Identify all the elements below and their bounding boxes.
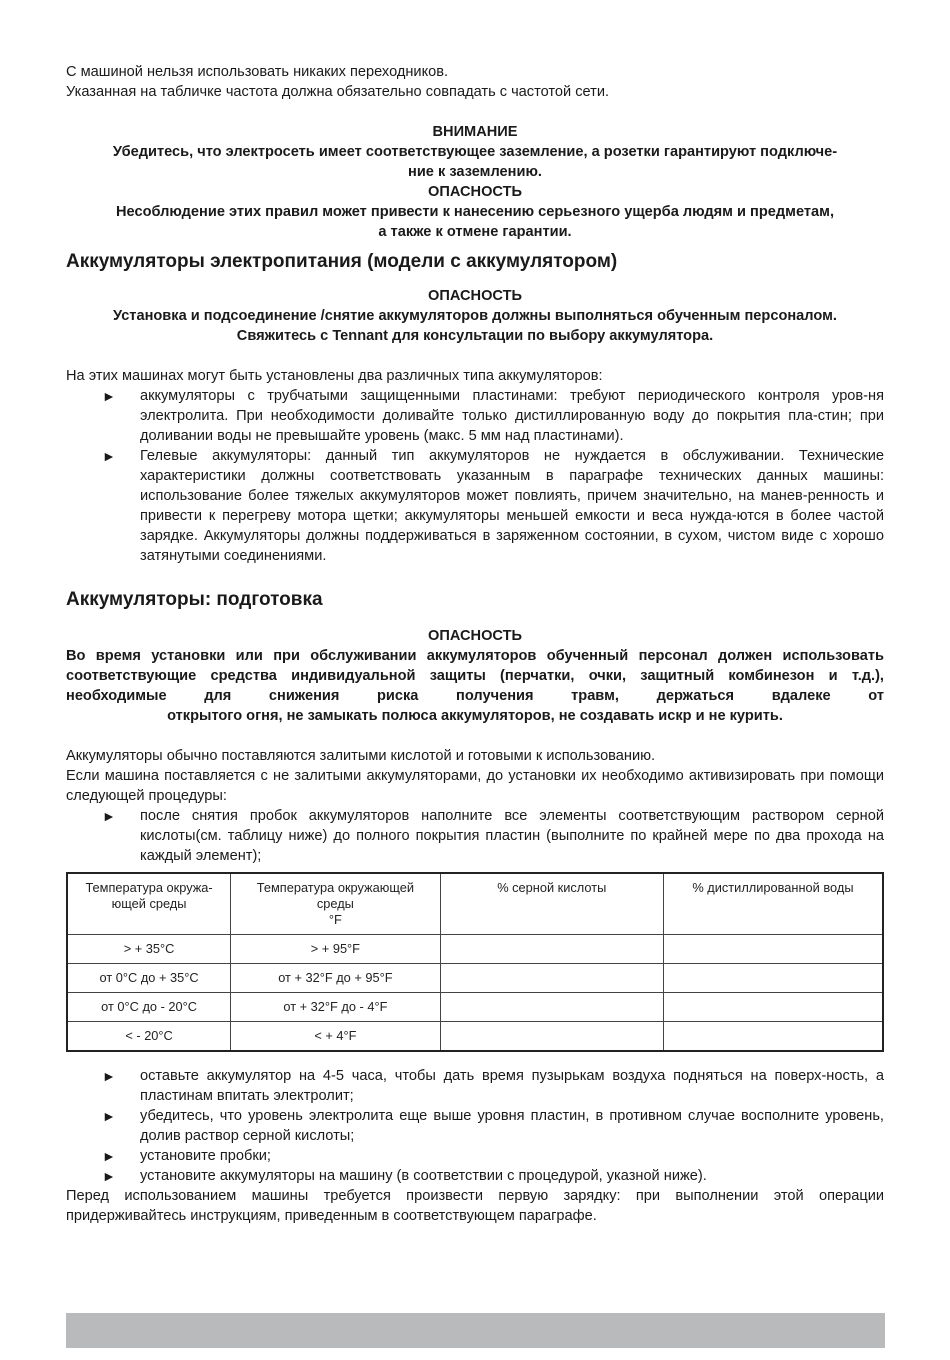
intro-line-2: Указанная на табличке частота должна обязательно совпадать с частотой сети. [66, 84, 610, 100]
table-row [67, 935, 883, 964]
cell-temp-c: от 0°C до - 20°C [67, 993, 231, 1022]
section2-para-1: Аккумуляторы обычно поставляются залитыми кислотой и готовыми к использованию. [66, 748, 656, 764]
bullet-arrow-icon: ► [102, 1168, 116, 1184]
header-water: % дистиллированной воды [663, 873, 883, 935]
bullet-text: после снятия пробок аккумуляторов наполните все элементы соответствующим раствором серной кислоты(см. таблицу ниже) до полного покрытия пластин (выполните по крайней мере по два прохода на каждый элемент); [140, 808, 884, 864]
bullet-arrow-icon: ► [102, 448, 116, 464]
bullet-arrow-icon: ► [102, 808, 116, 824]
bullet-arrow-icon: ► [102, 388, 116, 404]
bullet-arrow-icon: ► [102, 1068, 116, 1084]
header-temp-c: Температура окружа- ющей среды [67, 873, 231, 935]
section2-para-2: Если машина поставляется с не залитыми аккумуляторами, до установки их необходимо активизировать при помощи следующей процедуры: [66, 768, 884, 804]
section1-danger-title: ОПАСНОСТЬ [427, 288, 523, 304]
footer-bar [66, 1313, 885, 1348]
bullet-text: убедитесь, что уровень электролита еще выше уровня пластин, в противном случае восполните уровень, долив раствор серной кислоты; [140, 1108, 884, 1144]
table-row [67, 964, 883, 993]
list-item [66, 386, 884, 446]
bullet-text: установите пробки; [140, 1148, 271, 1164]
section1-intro: На этих машинах могут быть установлены два различных типа аккумуляторов: [66, 368, 603, 384]
cell-acid [440, 1022, 663, 1052]
section1-danger-text-1: Установка и подсоединение /снятие аккумуляторов должны выполняться обученным персоналом. [113, 308, 837, 324]
cell-acid [440, 993, 663, 1022]
header-temp-f: Температура окружающей среды °F [231, 873, 440, 935]
cell-water [663, 993, 883, 1022]
header-acid: % серной кислоты [440, 873, 663, 935]
table-header-row [67, 873, 883, 935]
bullet-text: Гелевые аккумуляторы: данный тип аккумуляторов не нуждается в обслуживании. Технические характеристики должны соответствовать указанным в параграфе технических данных машины: использование более тяжелых аккумуляторов может повлиять, причем значительно, на манев-ренность и привести к перегреву мотора щетки; аккумуляторы меньшей емкости и веса нужда-ются в более частой зарядке. Аккумуляторы должны поддерживаться в заряженном состоянии, в сухом, чистом виде с хорошо затянутыми соединениями. [140, 448, 884, 564]
attention-text-1: Убедитесь, что электросеть имеет соответствующее заземление, а розетки гарантируют подключе- [112, 144, 838, 160]
bullet-arrow-icon: ► [102, 1148, 116, 1164]
bullet-arrow-icon: ► [102, 1108, 116, 1124]
section1-danger-text-2: Свяжитесь с Tennant для консультации по выбору аккумулятора. [236, 328, 714, 344]
acid-table [66, 872, 884, 1052]
document-page [66, 62, 884, 1226]
table-row [67, 1022, 883, 1052]
cell-temp-c: < - 20°C [67, 1022, 231, 1052]
cell-temp-f: от + 32°F до + 95°F [231, 964, 440, 993]
cell-water [663, 964, 883, 993]
cell-water [663, 1022, 883, 1052]
closing-paragraph: Перед использованием машины требуется произвести первую зарядку: при выполнении этой операции придерживайтесь инструкциям, приведенным в соответствующем параграфе. [66, 1188, 884, 1224]
section2-danger-text: Во время установки или при обслуживании аккумуляторов обученный персонал должен использовать соответствующие средства индивидуальной защиты (перчатки, очки, защитный комбинезон и т.д.), необходимые для снижения риска получения травм, держаться вдалеке от [66, 648, 884, 704]
list-item [66, 1146, 884, 1166]
cell-temp-f: от + 32°F до - 4°F [231, 993, 440, 1022]
bullet-text: аккумуляторы с трубчатыми защищенными пластинами: требуют периодического контроля уров-ня электролита. При необходимости доливайте только дистиллированную воду до покрытия пла-стин; при доливании воды не превышайте уровень (макс. 5 мм над пластинами). [140, 388, 884, 444]
cell-acid [440, 964, 663, 993]
section-heading-batteries: Аккумуляторы электропитания (модели с аккумулятором) [66, 251, 618, 272]
section-heading-preparation: Аккумуляторы: подготовка [66, 589, 323, 610]
list-item [66, 1106, 884, 1146]
cell-acid [440, 935, 663, 964]
cell-temp-c: от 0°C до + 35°C [67, 964, 231, 993]
attention-text-2: ние к заземлению. [408, 164, 542, 180]
cell-water [663, 935, 883, 964]
attention-title: ВНИМАНИЕ [432, 124, 518, 140]
cell-temp-c: > + 35°C [67, 935, 231, 964]
danger-text-1: Несоблюдение этих правил может привести к нанесению серьезного ущерба людям и предметам, [115, 204, 834, 220]
danger-text-2: а также к отмене гарантии. [378, 224, 572, 240]
cell-temp-f: < + 4°F [231, 1022, 440, 1052]
danger-title: ОПАСНОСТЬ [427, 184, 523, 200]
list-item [66, 1066, 884, 1106]
list-item [66, 1166, 884, 1186]
section2-danger-title: ОПАСНОСТЬ [427, 628, 523, 644]
list-item [66, 446, 884, 566]
section2-danger-last: открытого огня, не замыкать полюса аккумуляторов, не создавать искр и не курить. [167, 708, 783, 724]
bullet-text: установите аккумуляторы на машину (в соответствии с процедурой, указной ниже). [140, 1168, 707, 1184]
list-item [66, 806, 884, 866]
table-row [67, 993, 883, 1022]
intro-line-1: С машиной нельзя использовать никаких переходников. [66, 64, 449, 80]
bullet-text: оставьте аккумулятор на 4-5 часа, чтобы дать время пузырькам воздуха подняться на поверх-ность, а пластинам впитать электролит; [140, 1068, 884, 1104]
cell-temp-f: > + 95°F [231, 935, 440, 964]
